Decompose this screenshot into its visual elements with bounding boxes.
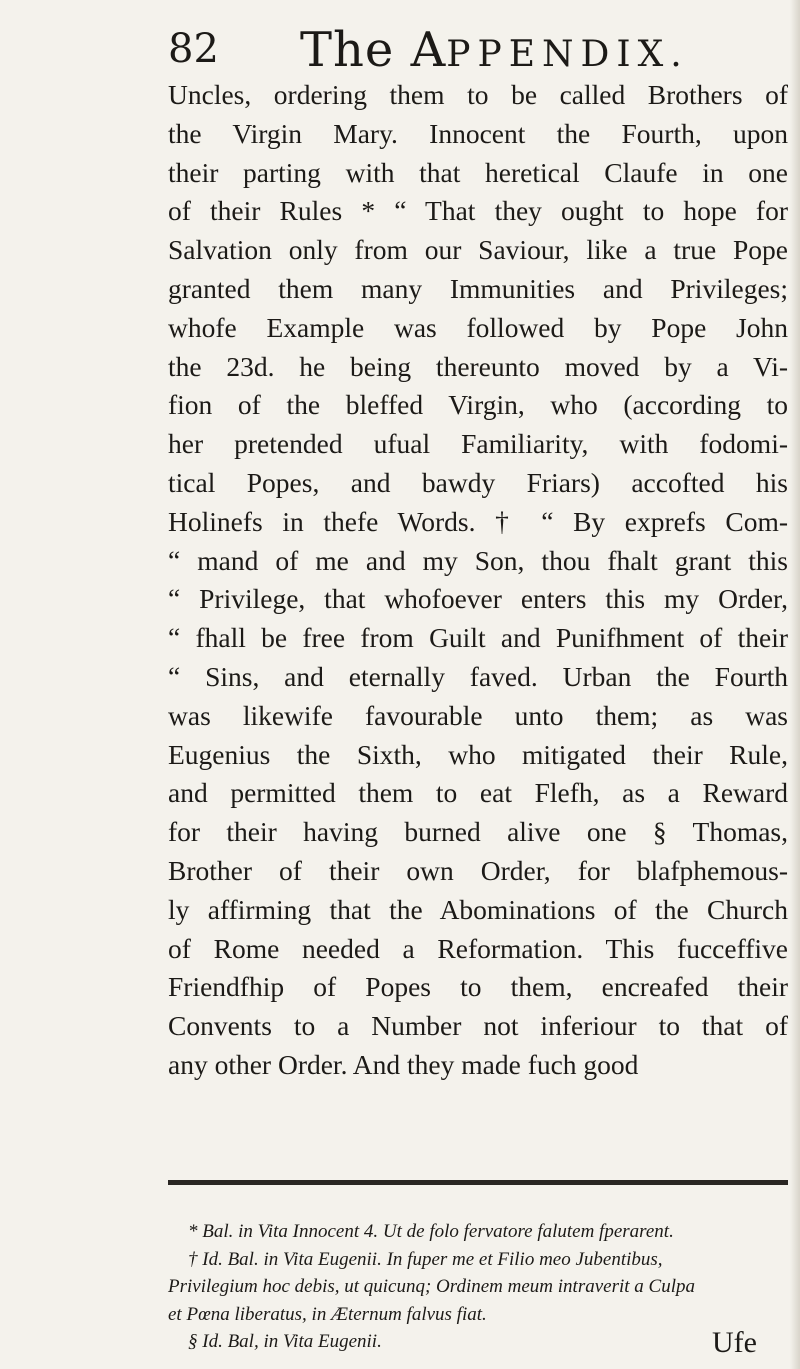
- text-line: of their Rules * “ That they ought to hope for: [168, 195, 788, 227]
- text-line: “ mand of me and my Son, thou fhalt grant this: [168, 544, 788, 576]
- running-title-word: The: [300, 22, 411, 78]
- footnote-line: * Bal. in Vita Innocent 4. Ut de folo fervatore falutem fperarent.: [188, 1221, 674, 1242]
- text-line: tical Popes, and bawdy Friars) accofted his: [168, 466, 788, 498]
- text-line: “ fhall be free from Guilt and Punifhment of their: [168, 622, 788, 654]
- text-line: fion of the bleffed Virgin, who (according to: [168, 389, 788, 421]
- running-title: [300, 22, 689, 78]
- footnote-line: et Pœna liberatus, in Æternum falvus fiat.: [168, 1303, 487, 1325]
- text-line: her pretended ufual Familiarity, with fodomi-: [168, 428, 788, 460]
- footnote-rule: [168, 1180, 788, 1185]
- text-line: Uncles, ordering them to be called Brothers of: [168, 79, 788, 110]
- footnote-line: † Id. Bal. in Vita Eugenii. In fuper me et Filio meo Jubentibus,: [188, 1248, 663, 1270]
- text-line: Brother of their own Order, for blafphemous-: [168, 854, 788, 886]
- text-line: “ Sins, and eternally faved. Urban the Fourth: [168, 660, 788, 692]
- text-line: whofe Example was followed by Pope John: [168, 311, 788, 343]
- text-line: “ Privilege, that whofoever enters this my Order,: [168, 583, 788, 615]
- text-line: Eugenius the Sixth, who mitigated their Rule,: [168, 738, 788, 770]
- text-line: Friendfhip of Popes to them, encreafed their: [168, 971, 788, 1003]
- catchword: Ufe: [712, 1326, 757, 1359]
- text-line: the 23d. he being thereunto moved by a Vi-: [168, 350, 788, 382]
- text-line: Holinefs in thefe Words. † “ By exprefs Com-: [168, 505, 788, 537]
- text-line: their parting with that heretical Claufe in one: [168, 156, 788, 188]
- text-line: was likewife favourable unto them; as was: [168, 699, 788, 731]
- text-line: Convents to a Number not inferiour to that of: [168, 1010, 788, 1042]
- text-line: Salvation only from our Saviour, like a true Pope: [168, 234, 788, 266]
- footnote-line: § Id. Bal, in Vita Eugenii.: [188, 1331, 382, 1352]
- footnote-line: Privilegium hoc debis, ut quicunq; Ordinem meum intraverit a Culpa: [168, 1276, 695, 1297]
- page-edge-shadow: [790, 0, 800, 1369]
- text-line: and permitted them to eat Flefh, as a Reward: [168, 777, 788, 809]
- text-line: of Rome needed a Reformation. This fucceffive: [168, 932, 788, 964]
- text-line: for their having burned alive one § Thomas,: [168, 816, 788, 848]
- text-line: any other Order. And they made fuch good: [168, 1048, 639, 1080]
- main-text: [168, 76, 788, 1085]
- running-title-initial: A: [410, 22, 447, 78]
- page-number: 82: [168, 26, 219, 72]
- running-header: [168, 22, 788, 84]
- running-title-smallcaps: PPENDIX.: [446, 34, 689, 75]
- text-line: ly affirming that the Abominations of the Church: [168, 893, 788, 925]
- footnotes: [168, 1218, 788, 1356]
- text-line: granted them many Immunities and Privileges;: [168, 272, 788, 304]
- text-line: the Virgin Mary. Innocent the Fourth, upon: [168, 117, 788, 149]
